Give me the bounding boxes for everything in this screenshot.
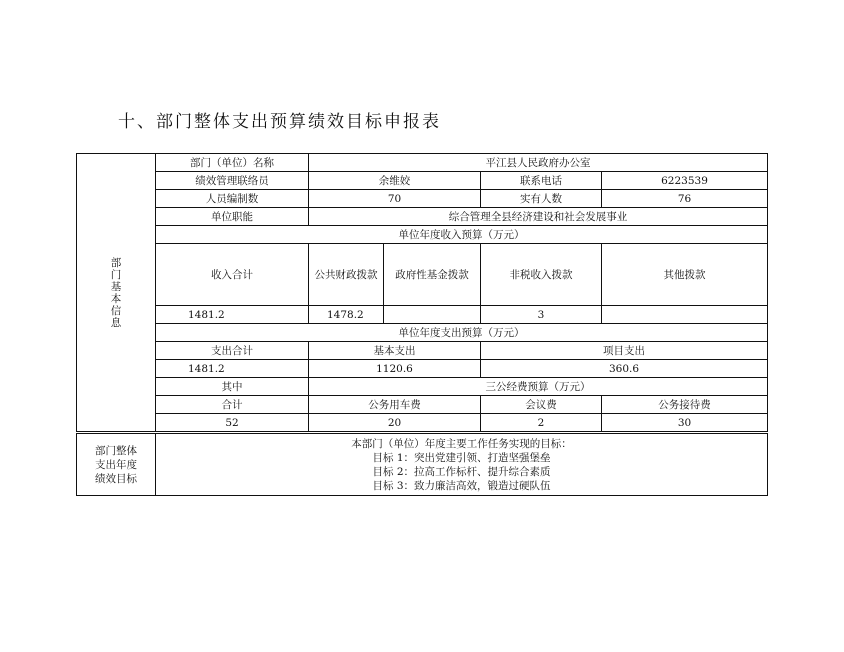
income-col-fund: 政府性基金拨款 [384, 244, 481, 306]
table-row [77, 396, 768, 414]
budget-performance-table [76, 153, 768, 432]
table-row [77, 226, 768, 244]
income-col-total: 收入合计 [156, 244, 309, 306]
goal-item: 目标 3：致力廉洁高效，锻造过硬队伍 [372, 479, 551, 492]
table-row [77, 360, 768, 378]
income-public-value: 1478.2 [309, 306, 384, 324]
section-label-char: 本 [110, 292, 122, 305]
section-label-char: 门 [110, 268, 122, 281]
expense-col-basic: 基本支出 [309, 342, 481, 360]
expense-col-project: 项目支出 [481, 342, 768, 360]
income-col-other: 其他拨款 [602, 244, 768, 306]
table-row [77, 244, 768, 306]
goal-item: 目标 2：拉高工作标杆、提升综合素质 [372, 465, 551, 478]
goals-table [76, 433, 768, 496]
table-row [77, 378, 768, 396]
dept-name-label: 部门（单位）名称 [156, 154, 309, 172]
threefee-total-value: 52 [156, 414, 309, 432]
phone-value: 6223539 [602, 172, 768, 190]
income-header: 单位年度收入预算（万元） [156, 226, 768, 244]
goals-title: 本部门（单位）年度主要工作任务实现的目标： [351, 437, 572, 450]
dept-name-value: 平江县人民政府办公室 [309, 154, 768, 172]
contact-value: 余维姣 [309, 172, 481, 190]
section-label-char: 息 [110, 316, 122, 329]
table-row [77, 414, 768, 432]
section-label-cell [77, 154, 156, 432]
threefee-col-meeting: 会议费 [481, 396, 602, 414]
section-label-char: 基 [110, 280, 122, 293]
duty-label: 单位职能 [156, 208, 309, 226]
threefee-left-label: 其中 [156, 378, 309, 396]
income-col-public: 公共财政拨款 [309, 244, 384, 306]
goals-label-line: 支出年度 [95, 458, 137, 471]
threefee-col-car: 公务用车费 [309, 396, 481, 414]
page-title: 十、部门整体支出预算绩效目标申报表 [118, 112, 441, 132]
threefee-header: 三公经费预算（万元） [309, 378, 768, 396]
goals-content [156, 434, 768, 496]
expense-col-total: 支出合计 [156, 342, 309, 360]
threefee-col-total: 合计 [156, 396, 309, 414]
goal-item: 目标 1：突出党建引领、打造坚强堡垒 [372, 451, 551, 464]
staff-value: 70 [309, 190, 481, 208]
income-col-nontax: 非税收入拨款 [481, 244, 602, 306]
table-row [77, 208, 768, 226]
table-row [77, 172, 768, 190]
table-row [77, 434, 768, 496]
goals-label [77, 434, 156, 496]
table-row [77, 306, 768, 324]
section-label [110, 257, 122, 329]
staff-label: 人员编制数 [156, 190, 309, 208]
table-row [77, 342, 768, 360]
table-row [77, 154, 768, 172]
expense-project-value: 360.6 [481, 360, 768, 378]
income-fund-value [384, 306, 481, 324]
expense-basic-value: 1120.6 [309, 360, 481, 378]
table-row [77, 190, 768, 208]
expense-header: 单位年度支出预算（万元） [156, 324, 768, 342]
section-label-char: 部 [110, 256, 122, 269]
income-total-value: 1481.2 [156, 306, 309, 324]
threefee-col-reception: 公务接待费 [602, 396, 768, 414]
threefee-meeting-value: 2 [481, 414, 602, 432]
table-row [77, 324, 768, 342]
duty-value: 综合管理全县经济建设和社会发展事业 [309, 208, 768, 226]
goals-label-line: 绩效目标 [95, 472, 137, 485]
actual-staff-label: 实有人数 [481, 190, 602, 208]
section-label-char: 信 [110, 304, 122, 317]
actual-staff-value: 76 [602, 190, 768, 208]
contact-label: 绩效管理联络员 [156, 172, 309, 190]
expense-total-value: 1481.2 [156, 360, 309, 378]
goals-label-line: 部门整体 [95, 444, 137, 457]
income-other-value [602, 306, 768, 324]
threefee-reception-value: 30 [602, 414, 768, 432]
phone-label: 联系电话 [481, 172, 602, 190]
threefee-car-value: 20 [309, 414, 481, 432]
income-nontax-value: 3 [481, 306, 602, 324]
